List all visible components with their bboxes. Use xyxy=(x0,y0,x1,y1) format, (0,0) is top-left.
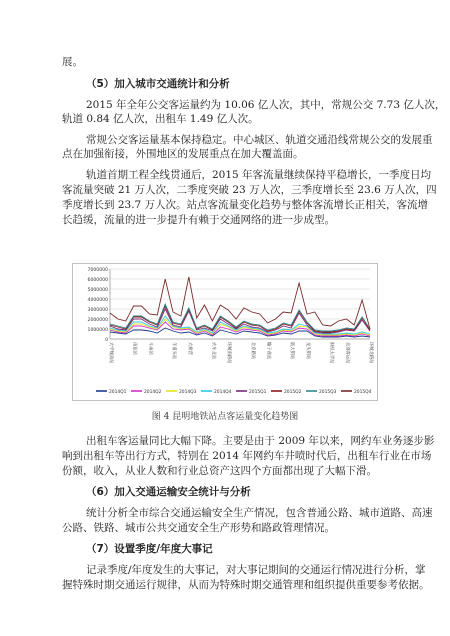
paragraph-line: 轨道首期工程全线贯通后，2015 年客流量继续保持平稳增长，一季度日均 xyxy=(86,169,432,181)
x-tick-label: 斗南站 xyxy=(147,342,153,355)
y-tick-label: 2000000 xyxy=(87,318,108,323)
legend-label: 2015Q1 xyxy=(249,389,267,395)
x-tick-label: 大树营 xyxy=(186,342,192,355)
paragraph-line: 公路、铁路、城市公共交通安全生产形势和路政管理情况。 xyxy=(62,522,335,534)
y-tick-label: 6000000 xyxy=(87,278,108,283)
section-heading-6: （6）加入交通运输安全统计与分析 xyxy=(86,486,251,498)
paragraph-line: 出租车客运量同比大幅下降。主要是由于 2009 年以来，网约车业务逐步影 xyxy=(86,435,435,447)
paragraph-line: 响到出租车等出行方式，特别在 2014 年网约车井喷时代后，出租车行业在市场 xyxy=(62,450,432,462)
paragraph-line: 常规公交客运量基本保持稳定。中心城区、轨道交通沿线常规公交的发展重 xyxy=(86,134,433,146)
x-tick-label: 财经大学站 xyxy=(328,342,334,364)
paragraph-line: 客流量突破 21 万人次，二季度突破 23 万人次，三季度增长至 23.6 万人次，四 xyxy=(62,184,437,196)
y-tick-label: 5000000 xyxy=(87,288,108,293)
x-tick-label: 环城北路站 xyxy=(368,342,373,364)
x-tick-label: 北京路站 xyxy=(249,342,255,360)
top-line: 展。 xyxy=(62,56,83,68)
paragraph-line: 轨道 0.84 亿人次，出租车 1.49 亿人次。 xyxy=(62,113,259,125)
section-heading-7: （7）设置季度/年度大事记 xyxy=(86,543,213,555)
x-tick-label: 龙头街站 xyxy=(304,342,310,360)
legend-label: 2015Q3 xyxy=(319,389,337,395)
paragraph-line: 记录季度/年度发生的大事记，对大事记期间的交通运行情况进行分析，掌 xyxy=(86,564,426,576)
x-tick-label: 环城南路站 xyxy=(226,342,232,364)
legend-label: 2014Q1 xyxy=(109,389,127,395)
x-tick-label: 雨花站 xyxy=(131,342,137,355)
legend-label: 2014Q2 xyxy=(144,389,162,395)
y-tick-label: 7000000 xyxy=(87,268,108,273)
paragraph-line: 统计分析全市综合交通运输安全生产情况，包含普通公路、城市道路、高速 xyxy=(86,507,433,519)
paragraph-line: 2015 年全年公交客运量约为 10.06 亿人次，其中，常规公交 7.73 亿人次， xyxy=(86,99,446,111)
figure-caption: 图 4 昆明地铁站点客运量变化趋势图 xyxy=(151,412,299,422)
legend-label: 2015Q4 xyxy=(354,389,372,395)
x-tick-label: 联大街站 xyxy=(289,342,295,360)
y-tick-label: 1000000 xyxy=(87,328,108,333)
y-tick-label: 3000000 xyxy=(87,308,108,313)
x-tick-label: 羊甫头站 xyxy=(171,342,177,360)
legend-label: 2014Q4 xyxy=(214,389,232,395)
x-tick-label: 大学城南站 xyxy=(108,342,113,364)
y-tick-label: 4000000 xyxy=(87,298,108,303)
paragraph-line: 份额，收入，从业人数和行业总资产这四个方面都出现了大幅下滑。 xyxy=(62,465,377,477)
legend-label: 2014Q3 xyxy=(179,389,197,395)
paragraph-line: 长趋缓，流量的进一步提升有赖于交通网络的进一步成型。 xyxy=(62,214,335,226)
x-tick-label: 火车北站 xyxy=(210,342,216,360)
paragraph-line: 握特殊时期交通运行规律，从而为特殊时期交通管理和组织提供重要参考依据。 xyxy=(62,579,430,591)
legend-label: 2015Q2 xyxy=(284,389,302,395)
y-tick-label: 0 xyxy=(105,338,108,343)
paragraph-line: 点在加强衔接，外围地区的发展重点在加大覆盖面。 xyxy=(62,148,304,160)
section-heading-5: （5）加入城市交通统计和分析 xyxy=(86,78,230,90)
x-tick-label: 北部客运站 xyxy=(344,342,350,364)
paragraph-line: 季度增长到 23.7 万人次。站点客流量变化趋势与整体客流增长正相关，客流增 xyxy=(62,199,429,211)
x-tick-label: 塘子巷站 xyxy=(265,342,271,360)
metro-ridership-chart xyxy=(72,263,378,401)
